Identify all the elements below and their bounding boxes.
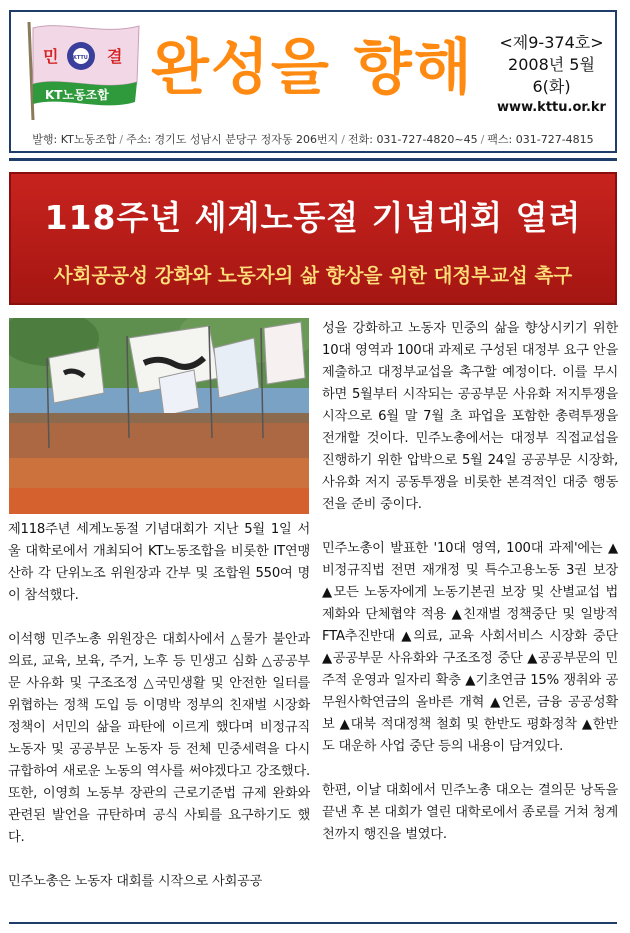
divider (9, 158, 617, 161)
article-paragraph: 성을 강화하고 노동자 민중의 삶을 향상시키기 위한 10대 영역과 100대 과제로 구성된 대정부 요구 안을 제출하고 대정부교섭을 촉구할 예정이다. 이를 무시하면 5월부터 시작되는 공공부문 사유화 저지투쟁을 시작으로 6월 말 7월 초 파업을 포함한 총력투쟁을 전개할 것이다. 민주노총에서는 대정부 직접교섭을 진행하기 위한 압박으로 5월 24일 공공부문 시장화, 사유화 저지 공동투쟁을 비롯한 본격적인 대중 행동 전을 준비 중이다. (322, 321, 618, 512)
flag-badge: KTTU (73, 55, 88, 61)
rally-crowd-photo (9, 318, 309, 514)
subheadline: 사회공공성 강화와 노동자의 삶 향상을 위한 대정부교섭 촉구 (53, 264, 573, 287)
article-paragraph: 민주노총이 발표한 '10대 영역, 100대 과제'에는 ▲비정규직법 전면 재개정 및 특수고용노동 3권 보장 ▲모든 노동자에게 노동기본권 보장 및 산별교섭 법제화와 단체협약 적용 ▲친재벌 정책중단 및 일방적 FTA추진반대 ▲의료, 교육 사회서비스 시장화 중단 ▲공공부문 사유화와 구조조정 중단 ▲공공부문의 민주적 운영과 일자리 확충 ▲기초연금 15% 쟁취와 공무원사학연금의 올바른 개혁 ▲언론, 금융 공공성확보 ▲대북 적대정책 철회 및 한반도 평화정착 ▲한반도 대운하 사업 중단 등의 내용이 담겨있다. (322, 541, 618, 754)
bottom-divider (9, 922, 617, 924)
issue-info (489, 32, 614, 118)
address: 주소: 경기도 성남시 분당구 정자동 206번지 (126, 133, 339, 146)
phone: 전화: 031-727-4820~45 (347, 133, 478, 146)
union-flag-logo (23, 20, 141, 120)
article-left-column (8, 519, 310, 915)
website-url[interactable]: www.kttu.or.kr (497, 100, 606, 115)
fax: 팩스: 031-727-4815 (487, 133, 594, 146)
masthead (9, 10, 617, 153)
issue-date: 2008년 5월 6(화) (508, 55, 595, 96)
article-paragraph: 한편, 이날 대회에서 민주노총 대오는 결의문 낭독을 끝낸 후 본 대회가 열린 대학로에서 종로를 거쳐 청계천까지 행진을 벌였다. (322, 783, 618, 842)
publisher: 발행: KT노동조합 (32, 133, 117, 146)
flag-text-right: 결 (107, 47, 123, 66)
article-paragraph: 민주노총은 노동자 대회를 시작으로 사회공공 (8, 874, 263, 889)
flag-text-left: 민 (43, 47, 59, 66)
headline: 118주년 세계노동절 기념대회 열려 (44, 198, 582, 237)
article-paragraph: 제118주년 세계노동절 기념대회가 지난 5월 1일 서울 대학로에서 개최되어 KT노동조합을 비롯한 IT연맹 산하 각 단위노조 위원장과 간부 및 조합원 550여 명이 참석했다. (8, 522, 310, 603)
publisher-info: 발행: KT노동조합 / 주소: 경기도 성남시 분당구 정자동 206번지 / 전화: 031-727-4820~45 / 팩스: 031-727-4815 (32, 133, 594, 146)
flag-banner: KT노동조합 (45, 88, 109, 102)
article-paragraph: 이석행 민주노총 위원장은 대회사에서 △물가 불안과 의료, 교육, 보육, 주거, 노후 등 민생고 심화 △공공부문 사유화 및 구조조정 △국민생활 및 안전한 일터를 위협하는 정책 도입 등 이명박 정부의 친재벌 시장화 정책이 서민의 삶을 파탄에 이르게 했다며 비정규직 노동자 및 공공부문 노동자 등 전체 민중세력을 다시 규합하여 새로운 노동의 역사를 써야겠다고 강조했다. 또한, 이영희 노동부 장관의 근로기준법 규제 완화와 관련된 발언을 규탄하며 공식 사퇴를 요구하기도 했다. (8, 632, 310, 845)
article-right-column (322, 318, 618, 868)
issue-number: <제9-374호> (499, 33, 604, 52)
newsletter-title: 완성을 향해 (151, 33, 474, 103)
headline-banner (9, 172, 617, 305)
